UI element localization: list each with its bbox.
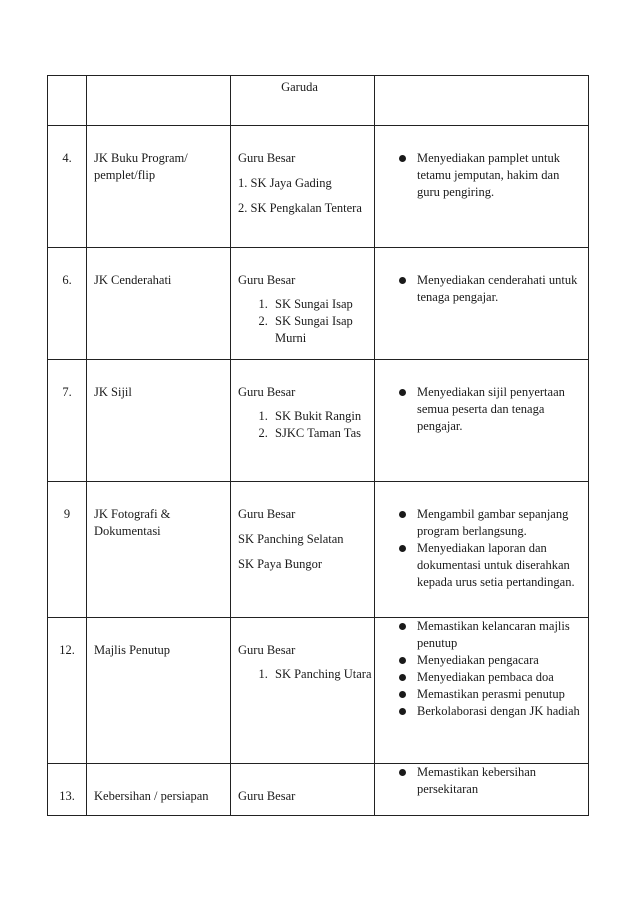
- table-row: [48, 126, 589, 248]
- task-cell: [375, 248, 589, 360]
- number-cell: [48, 482, 87, 618]
- task-item: Menyediakan pengacara: [417, 652, 584, 669]
- member-name: 1. SK Panching Utara: [271, 666, 374, 683]
- member-cell: [231, 482, 375, 618]
- head-label: Guru Besar: [238, 643, 296, 657]
- bullet-icon: [399, 769, 406, 776]
- task-item: Berkolaborasi dengan JK hadiah: [417, 703, 584, 720]
- row-number: 6.: [62, 273, 72, 287]
- number-cell: [48, 360, 87, 482]
- row-number: 7.: [62, 385, 72, 399]
- member-name: 2. SK Pengkalan Tentera: [238, 201, 362, 215]
- committee-table: [47, 75, 589, 816]
- task-item: Mengambil gambar sepanjang program berlangsung.: [417, 506, 584, 540]
- row-number: 12.: [59, 643, 75, 657]
- unit-name: JK Sijil: [94, 385, 132, 399]
- table-row: [48, 248, 589, 360]
- bullet-icon: [399, 674, 406, 681]
- row-number: 4.: [62, 151, 72, 165]
- head-label: Guru Besar: [238, 789, 296, 803]
- table-row: [48, 482, 589, 618]
- unit-name: Majlis Penutup: [94, 643, 171, 657]
- number-cell: [48, 126, 87, 248]
- task-item: Menyediakan sijil penyertaan semua peserta dan tenaga pengajar.: [417, 384, 578, 435]
- unit-cell: [87, 126, 231, 248]
- table-row: [48, 360, 589, 482]
- task-item: Memastikan kelancaran majlis penutup: [417, 618, 584, 652]
- member-name: 2. SJKC Taman Tas: [271, 425, 374, 442]
- bullet-icon: [399, 511, 406, 518]
- member-cell: [231, 764, 375, 816]
- unit-name: JK Fotografi & Dokumentasi: [94, 507, 171, 538]
- task-cell: [375, 126, 589, 248]
- unit-cell: [87, 248, 231, 360]
- number-cell: [48, 248, 87, 360]
- member-cell: [231, 248, 375, 360]
- unit-name: JK Cenderahati: [94, 273, 172, 287]
- member-name: SK Panching Selatan: [238, 532, 344, 546]
- bullet-icon: [399, 277, 406, 284]
- task-cell: [375, 76, 589, 126]
- member-cell: [231, 76, 375, 126]
- unit-cell: [87, 482, 231, 618]
- member-cell: [231, 618, 375, 764]
- member-name: 1. SK Sungai Isap: [271, 296, 374, 313]
- task-item: Menyediakan cenderahati untuk tenaga pengajar.: [417, 272, 578, 306]
- task-item: Menyediakan laporan dan dokumentasi untuk diserahkan kepada urus setia pertandingan.: [417, 540, 584, 591]
- task-cell: [375, 764, 589, 816]
- task-cell: [375, 482, 589, 618]
- member-name: SK Paya Bungor: [238, 557, 323, 571]
- unit-name: Kebersihan / persiapan: [94, 789, 209, 803]
- unit-cell: [87, 618, 231, 764]
- head-label: Guru Besar: [238, 151, 296, 165]
- head-label: Guru Besar: [238, 273, 296, 287]
- bullet-icon: [399, 657, 406, 664]
- row-number: 13.: [59, 789, 75, 803]
- bullet-icon: [399, 623, 406, 630]
- unit-cell: [87, 764, 231, 816]
- number-cell: [48, 764, 87, 816]
- head-label: Guru Besar: [238, 385, 296, 399]
- table-row: [48, 618, 589, 764]
- table-row: [48, 764, 589, 816]
- head-label: Guru Besar: [238, 507, 296, 521]
- number-cell: [48, 618, 87, 764]
- task-cell: [375, 360, 589, 482]
- member-name: Garuda: [281, 80, 318, 94]
- bullet-icon: [399, 155, 406, 162]
- task-item: Memastikan perasmi penutup: [417, 686, 584, 703]
- table-row: [48, 76, 589, 126]
- member-cell: [231, 126, 375, 248]
- task-cell: [375, 618, 589, 764]
- member-name: 2. SK Sungai Isap Murni: [271, 313, 374, 347]
- bullet-icon: [399, 389, 406, 396]
- bullet-icon: [399, 691, 406, 698]
- bullet-icon: [399, 545, 406, 552]
- member-name: 1. SK Bukit Rangin: [271, 408, 374, 425]
- task-item: Menyediakan pembaca doa: [417, 669, 584, 686]
- task-item: Memastikan kebersihan persekitaran: [417, 764, 578, 798]
- unit-cell: [87, 360, 231, 482]
- unit-cell: [87, 76, 231, 126]
- number-cell: [48, 76, 87, 126]
- member-name: 1. SK Jaya Gading: [238, 176, 332, 190]
- task-item: Menyediakan pamplet untuk tetamu jemputan, hakim dan guru pengiring.: [417, 150, 578, 201]
- unit-name: JK Buku Program/ pemplet/flip: [94, 151, 188, 182]
- bullet-icon: [399, 708, 406, 715]
- row-number: 9: [63, 507, 71, 521]
- member-cell: [231, 360, 375, 482]
